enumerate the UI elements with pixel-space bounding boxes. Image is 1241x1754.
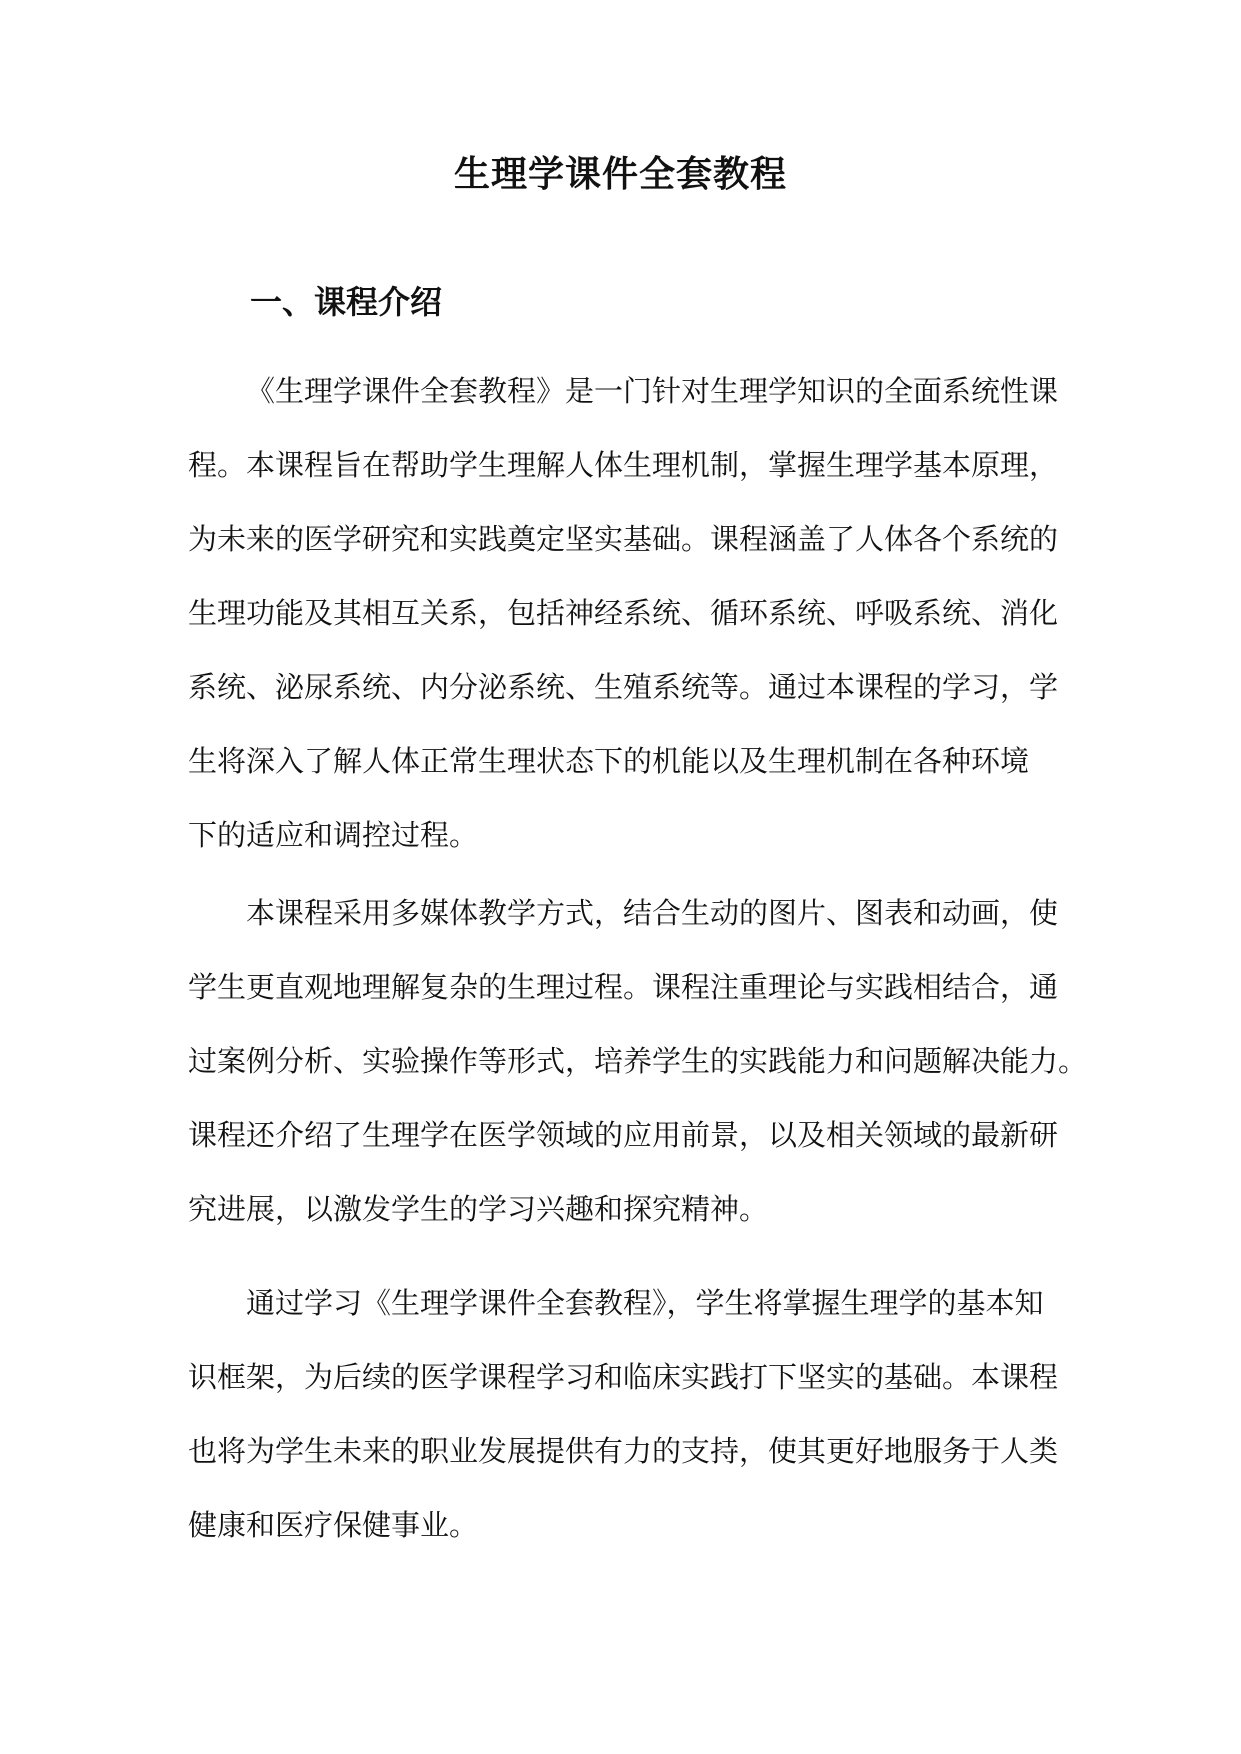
paragraph-line: 下的适应和调控过程。 [188, 818, 479, 852]
paragraph-line: 也将为学生未来的职业发展提供有力的支持，使其更好地服务于人类 [188, 1434, 1059, 1468]
paragraph-teaching-method [188, 876, 1088, 1246]
paragraph-line: 课程还介绍了生理学在医学领域的应用前景，以及相关领域的最新研 [188, 1118, 1059, 1152]
paragraph-line: 过案例分析、实验操作等形式，培养学生的实践能力和问题解决能力。 [188, 1044, 1088, 1078]
document-title: 生理学课件全套教程 [453, 153, 787, 195]
paragraph-line: 《生理学课件全套教程》是一门针对生理学知识的全面系统性课 [246, 374, 1059, 408]
paragraph-line: 系统、泌尿系统、内分泌系统、生殖系统等。通过本课程的学习，学 [188, 670, 1059, 704]
section-heading: 一、课程介绍 [250, 283, 443, 321]
paragraph-line: 学生更直观地理解复杂的生理过程。课程注重理论与实践相结合，通 [188, 970, 1059, 1004]
paragraph-line: 究进展，以激发学生的学习兴趣和探究精神。 [188, 1192, 769, 1226]
paragraph-line: 生理功能及其相互关系，包括神经系统、循环系统、呼吸系统、消化 [188, 596, 1059, 630]
paragraph-line: 生将深入了解人体正常生理状态下的机能以及生理机制在各种环境 [188, 744, 1030, 778]
paragraph-line: 为未来的医学研究和实践奠定坚实基础。课程涵盖了人体各个系统的 [188, 522, 1059, 556]
paragraph-line: 健康和医疗保健事业。 [188, 1508, 479, 1542]
paragraph-line: 识框架，为后续的医学课程学习和临床实践打下坚实的基础。本课程 [188, 1360, 1059, 1394]
paragraph-line: 本课程采用多媒体教学方式，结合生动的图片、图表和动画，使 [246, 896, 1059, 930]
paragraph-line: 程。本课程旨在帮助学生理解人体生理机制，掌握生理学基本原理， [188, 448, 1059, 482]
paragraph-course-overview [188, 354, 1058, 872]
paragraph-learning-outcome [188, 1266, 1058, 1562]
paragraph-line: 通过学习《生理学课件全套教程》，学生将掌握生理学的基本知 [246, 1286, 1044, 1320]
